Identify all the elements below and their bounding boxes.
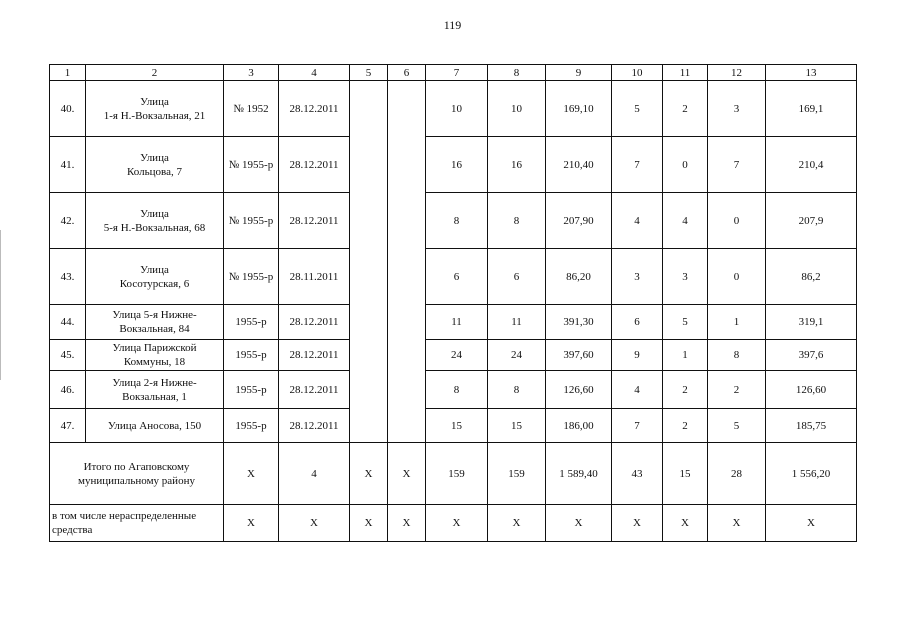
value-cell: 9 [612, 340, 663, 371]
date-cell: 28.12.2011 [279, 193, 350, 249]
table-row [50, 81, 857, 137]
date-cell: 28.12.2011 [279, 409, 350, 443]
value-cell: X [488, 505, 546, 542]
document-number-cell: № 1955-р [224, 249, 279, 305]
table-row [50, 340, 857, 371]
value-cell: 86,2 [766, 249, 857, 305]
value-cell: 11 [426, 305, 488, 340]
value-cell: 8 [488, 193, 546, 249]
address-line: Улица 2-я Нижне- [112, 376, 197, 389]
value-cell: 24 [426, 340, 488, 371]
value-cell: 159 [488, 443, 546, 505]
value-cell: 0 [708, 193, 766, 249]
address-line: Улица 5-я Нижне- [112, 309, 197, 321]
value-cell: 16 [426, 137, 488, 193]
value-cell: X [426, 505, 488, 542]
value-cell: 397,6 [766, 340, 857, 371]
row-number-cell: 45. [50, 340, 86, 371]
value-cell: 28 [708, 443, 766, 505]
value-cell: 159 [426, 443, 488, 505]
header-cell: 1 [50, 65, 86, 81]
value-cell: 6 [612, 305, 663, 340]
address-line: Вокзальная, 84 [119, 323, 190, 335]
value-cell: 4 [663, 193, 708, 249]
value-cell: 7 [612, 137, 663, 193]
address-line: Косотурская, 6 [119, 277, 190, 290]
value-cell: 1 556,20 [766, 443, 857, 505]
value-cell: X [388, 505, 426, 542]
value-cell: 319,1 [766, 305, 857, 340]
value-cell: 6 [426, 249, 488, 305]
address-line: 1-я Н.-Вокзальная, 21 [103, 109, 206, 122]
header-cell: 10 [612, 65, 663, 81]
register-table [49, 64, 857, 542]
value-cell: 1 589,40 [546, 443, 612, 505]
value-cell: 2 [708, 371, 766, 409]
value-cell: 126,60 [546, 371, 612, 409]
value-cell: 2 [663, 409, 708, 443]
value-cell: 15 [426, 409, 488, 443]
address-line: Улица Аносова, 150 [107, 419, 202, 432]
value-cell: 4 [279, 443, 350, 505]
header-cell: 6 [388, 65, 426, 81]
header-cell: 4 [279, 65, 350, 81]
address-cell [86, 193, 224, 249]
date-cell: 28.12.2011 [279, 81, 350, 137]
subtotal-label-line: средства [52, 524, 93, 536]
value-cell: 15 [663, 443, 708, 505]
total-label-line: Итого по Агаповскому [83, 460, 190, 473]
value-cell: 0 [708, 249, 766, 305]
row-number-cell: 47. [50, 409, 86, 443]
date-cell: 28.12.2011 [279, 340, 350, 371]
address-line: Улица [140, 207, 169, 220]
value-cell: X [612, 505, 663, 542]
value-cell: 210,40 [546, 137, 612, 193]
table-row [50, 193, 857, 249]
header-cell: 11 [663, 65, 708, 81]
header-row [50, 65, 857, 81]
value-cell: 1 [708, 305, 766, 340]
value-cell: X [708, 505, 766, 542]
value-cell: 5 [708, 409, 766, 443]
value-cell: 2 [663, 371, 708, 409]
address-cell [86, 81, 224, 137]
address-line: Улица Парижской [112, 342, 197, 354]
table-row [50, 371, 857, 409]
document-number-cell: 1955-р [224, 305, 279, 340]
address-cell [86, 137, 224, 193]
subtotal-row [50, 505, 857, 542]
value-cell: 24 [488, 340, 546, 371]
address-line: Вокзальная, 1 [122, 390, 187, 403]
row-number-cell: 46. [50, 371, 86, 409]
subtotal-label-cell [50, 505, 224, 542]
row-number-cell: 43. [50, 249, 86, 305]
total-row [50, 443, 857, 505]
header-cell: 7 [426, 65, 488, 81]
address-cell [86, 371, 224, 409]
table-row [50, 137, 857, 193]
value-cell: 5 [663, 305, 708, 340]
column-6-merged-cell [388, 81, 426, 443]
row-number-cell: 42. [50, 193, 86, 249]
total-label-line: муниципальному району [78, 474, 195, 487]
value-cell: 10 [488, 81, 546, 137]
header-cell: 9 [546, 65, 612, 81]
table-row [50, 305, 857, 340]
value-cell: X [663, 505, 708, 542]
value-cell: 207,90 [546, 193, 612, 249]
subtotal-label-line: в том числе нераспределенные [52, 510, 197, 522]
value-cell: 10 [426, 81, 488, 137]
address-cell [86, 409, 224, 443]
scan-edge-line [0, 230, 1, 380]
address-line: Коммуны, 18 [123, 356, 186, 368]
value-cell: 43 [612, 443, 663, 505]
page-number: 119 [443, 18, 462, 32]
document-number-cell: № 1955-р [224, 137, 279, 193]
address-cell [86, 340, 224, 371]
value-cell: 11 [488, 305, 546, 340]
header-cell: 13 [766, 65, 857, 81]
address-line: Улица [140, 151, 169, 164]
value-cell: 169,10 [546, 81, 612, 137]
document-number-cell: 1955-р [224, 409, 279, 443]
value-cell: 7 [612, 409, 663, 443]
value-cell: 86,20 [546, 249, 612, 305]
value-cell: X [766, 505, 857, 542]
row-number-cell: 40. [50, 81, 86, 137]
value-cell: 126,60 [766, 371, 857, 409]
row-number-cell: 44. [50, 305, 86, 340]
value-cell: 186,00 [546, 409, 612, 443]
value-cell: X [546, 505, 612, 542]
value-cell: 3 [612, 249, 663, 305]
value-cell: 8 [488, 371, 546, 409]
total-label-cell [50, 443, 224, 505]
value-cell: 15 [488, 409, 546, 443]
header-cell: 5 [350, 65, 388, 81]
address-cell [86, 305, 224, 340]
header-cell: 3 [224, 65, 279, 81]
header-cell: 12 [708, 65, 766, 81]
date-cell: 28.11.2011 [279, 249, 350, 305]
address-line: 5-я Н.-Вокзальная, 68 [103, 221, 206, 234]
value-cell: X [350, 443, 388, 505]
value-cell: 4 [612, 371, 663, 409]
column-5-merged-cell [350, 81, 388, 443]
value-cell: X [224, 443, 279, 505]
value-cell: 7 [708, 137, 766, 193]
address-line: Кольцова, 7 [127, 165, 182, 178]
value-cell: 0 [663, 137, 708, 193]
address-line: Улица [140, 95, 169, 108]
value-cell: 3 [663, 249, 708, 305]
date-cell: 28.12.2011 [279, 137, 350, 193]
row-number-cell: 41. [50, 137, 86, 193]
value-cell: 1 [663, 340, 708, 371]
table-row [50, 409, 857, 443]
header-cell: 8 [488, 65, 546, 81]
value-cell: 2 [663, 81, 708, 137]
document-number-cell: № 1955-р [224, 193, 279, 249]
value-cell: X [350, 505, 388, 542]
date-cell: 28.12.2011 [279, 305, 350, 340]
value-cell: X [388, 443, 426, 505]
value-cell: 207,9 [766, 193, 857, 249]
value-cell: X [279, 505, 350, 542]
address-cell [86, 249, 224, 305]
value-cell: 5 [612, 81, 663, 137]
header-cell: 2 [86, 65, 224, 81]
document-number-cell: 1955-р [224, 340, 279, 371]
document-number-cell: № 1952 [224, 81, 279, 137]
value-cell: X [224, 505, 279, 542]
value-cell: 3 [708, 81, 766, 137]
value-cell: 8 [426, 193, 488, 249]
address-line: Улица [140, 263, 169, 276]
table-row [50, 249, 857, 305]
value-cell: 185,75 [766, 409, 857, 443]
value-cell: 397,60 [546, 340, 612, 371]
value-cell: 16 [488, 137, 546, 193]
value-cell: 169,1 [766, 81, 857, 137]
value-cell: 8 [708, 340, 766, 371]
value-cell: 4 [612, 193, 663, 249]
value-cell: 210,4 [766, 137, 857, 193]
document-number-cell: 1955-р [224, 371, 279, 409]
value-cell: 391,30 [546, 305, 612, 340]
value-cell: 8 [426, 371, 488, 409]
value-cell: 6 [488, 249, 546, 305]
date-cell: 28.12.2011 [279, 371, 350, 409]
